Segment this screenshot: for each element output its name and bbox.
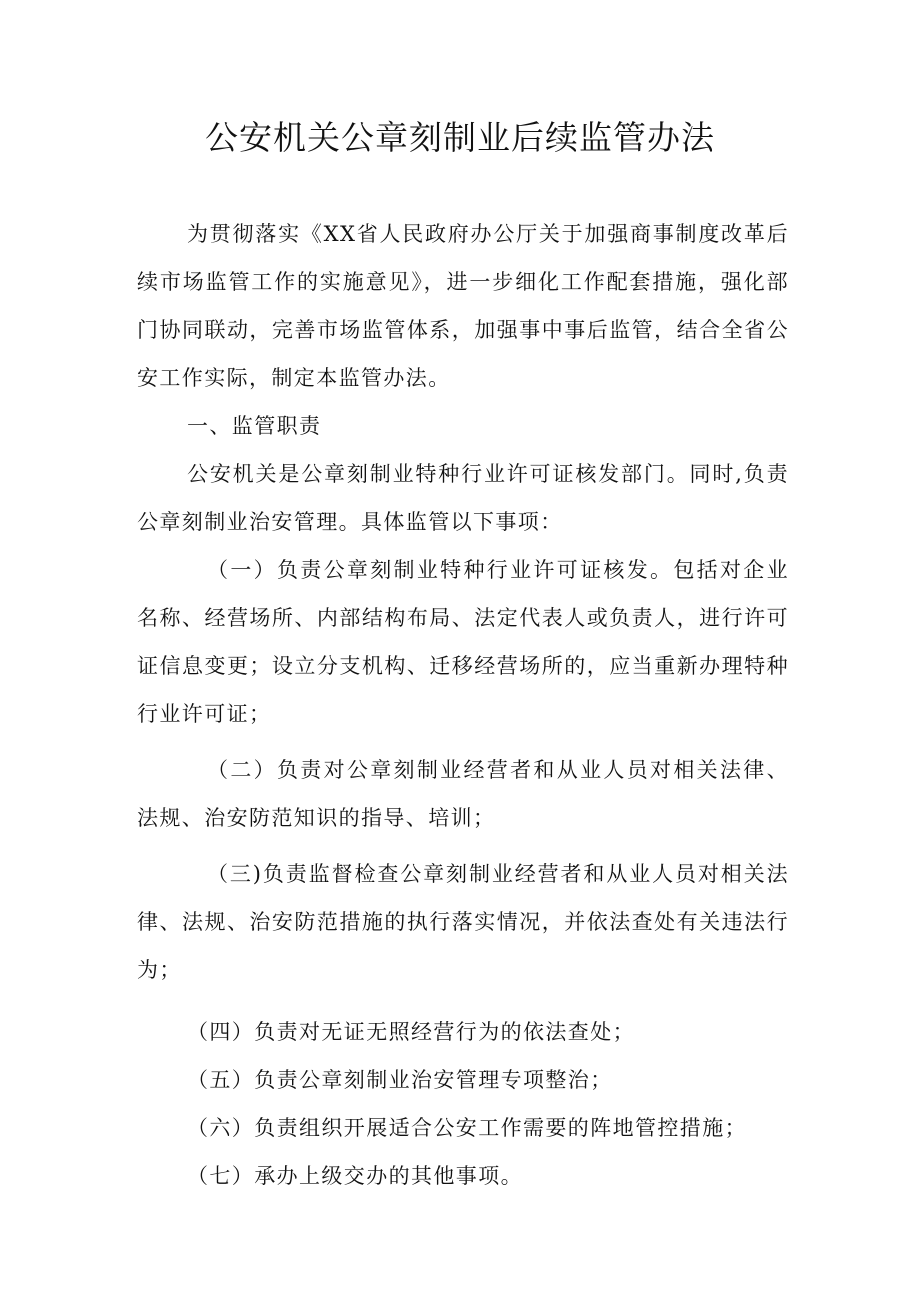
document-body (137, 210, 789, 1200)
list-item: （四）负责对无证无照经营行为的依法查处； (187, 1020, 635, 1044)
list-item: （一）负责公章刻制业特种行业许可证核发。包括对企业名称、经营场所、内部结构布局、法定代表人或负责人，进行许可证信息变更；设立分支机构、迁移经营场所的，应当重新办理特种行业许可证； (137, 558, 789, 726)
intro-paragraph: 为贯彻落实《XX省人民政府办公厅关于加强商事制度改革后续市场监管工作的实施意见》，进一步细化工作配套措施，强化部门协同联动，完善市场监管体系，加强事中事后监管，结合全省公安工作实际，制定本监管办法。 (137, 222, 789, 390)
list-item: （二）负责对公章刻制业经营者和从业人员对相关法律、法规、治安防范知识的指导、培训； (137, 758, 789, 830)
list-item: （七）承办上级交办的其他事项。 (187, 1164, 523, 1188)
list-item: （三)负责监督检查公章刻制业经营者和从业人员对相关法律、法规、治安防范措施的执行落实情况，并依法查处有关违法行为； (137, 862, 789, 982)
list-item: （五）负责公章刻制业治安管理专项整治； (187, 1068, 613, 1092)
section-paragraph: 公安机关是公章刻制业特种行业许可证核发部门。同时,负责公章刻制业治安管理。具体监管以下事项： (137, 462, 789, 534)
section-heading: 一、监管职责 (187, 414, 322, 438)
list-item: （六）负责组织开展适合公安工作需要的阵地管控措施； (187, 1116, 747, 1140)
document-title: 公安机关公章刻制业后续监管办法 (205, 118, 715, 157)
